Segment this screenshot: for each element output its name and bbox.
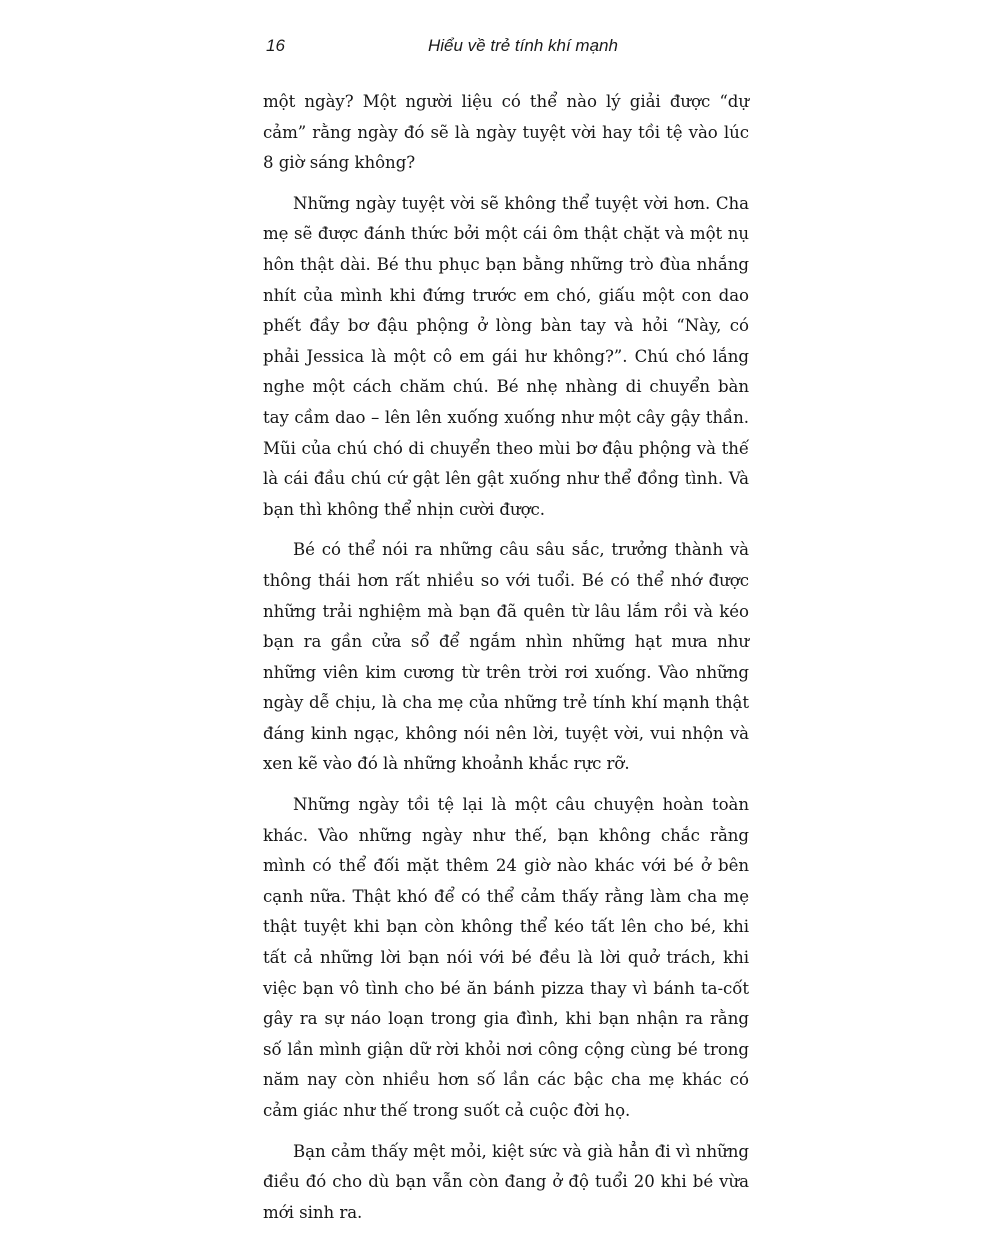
running-title: Hiểu về trẻ tính khí mạnh — [428, 36, 618, 55]
paragraph-3: Bé có thể nói ra những câu sâu sắc, trưởng thành và thông thái hơn rất nhiều so với tuổi. Bé có thể nhớ được những trải nghiệm mà bạn đã quên từ lâu lắm rồi và kéo bạn ra gần cửa sổ để ngắm nhìn những hạt mưa như những viên kim cương từ trên trời rơi xuống. Vào những ngày dễ chịu, là cha mẹ của những trẻ tính khí mạnh thật đáng kinh ngạc, không nói nên lời, tuyệt vời, vui nhộn và xen kẽ vào đó là những khoảnh khắc rực rỡ. — [263, 540, 749, 774]
page-header — [263, 36, 749, 66]
paragraph-2: Những ngày tuyệt vời sẽ không thể tuyệt vời hơn. Cha mẹ sẽ được đánh thức bởi một cái ôm thật chặt và một nụ hôn thật dài. Bé thu phục bạn bằng những trò đùa nhắng nhít của mình khi đứng trước em chó, giấu một con dao phết đầy bơ đậu phộng ở lòng bàn tay và hỏi “Này, có phải Jessica là một cô em gái hư không?”. Chú chó lắng nghe một cách chăm chú. Bé nhẹ nhàng di chuyển bàn tay cầm dao – lên lên xuống xuống như một cây gậy thần. Mũi của chú chó di chuyển theo mùi bơ đậu phộng và thế là cái đầu chú cứ gật lên gật xuống như thể đồng tình. Và bạn thì không thể nhịn cười được. — [263, 193, 749, 519]
paragraph-5: Bạn cảm thấy mệt mỏi, kiệt sức và già hẳn đi vì những điều đó cho dù bạn vẫn còn đang ở độ tuổi 20 khi bé vừa mới sinh ra. — [263, 1141, 749, 1222]
page-number: 16 — [266, 36, 285, 55]
paragraph-4: Những ngày tồi tệ lại là một câu chuyện hoàn toàn khác. Vào những ngày như thế, bạn không chắc rằng mình có thể đối mặt thêm 24 giờ nào khác với bé ở bên cạnh nữa. Thật khó để có thể cảm thấy rằng làm cha mẹ thật tuyệt khi bạn còn không thể kéo tất lên cho bé, khi tất cả những lời bạn nói với bé đều là lời quở trách, khi việc bạn vô tình cho bé ăn bánh pizza thay vì bánh ta-cốt gây ra sự náo loạn trong gia đình, khi bạn nhận ra rằng số lần mình giận dữ rời khỏi nơi công cộng cùng bé trong năm nay còn nhiều hơn số lần các bậc cha mẹ khác có cảm giác như thế trong suốt cả cuộc đời họ. — [263, 795, 749, 1120]
paragraph-1: một ngày? Một người liệu có thể nào lý giải được “dự cảm” rằng ngày đó sẽ là ngày tuyệt vời hay tồi tệ vào lúc 8 giờ sáng không? — [263, 92, 749, 173]
body-text — [263, 87, 749, 1238]
